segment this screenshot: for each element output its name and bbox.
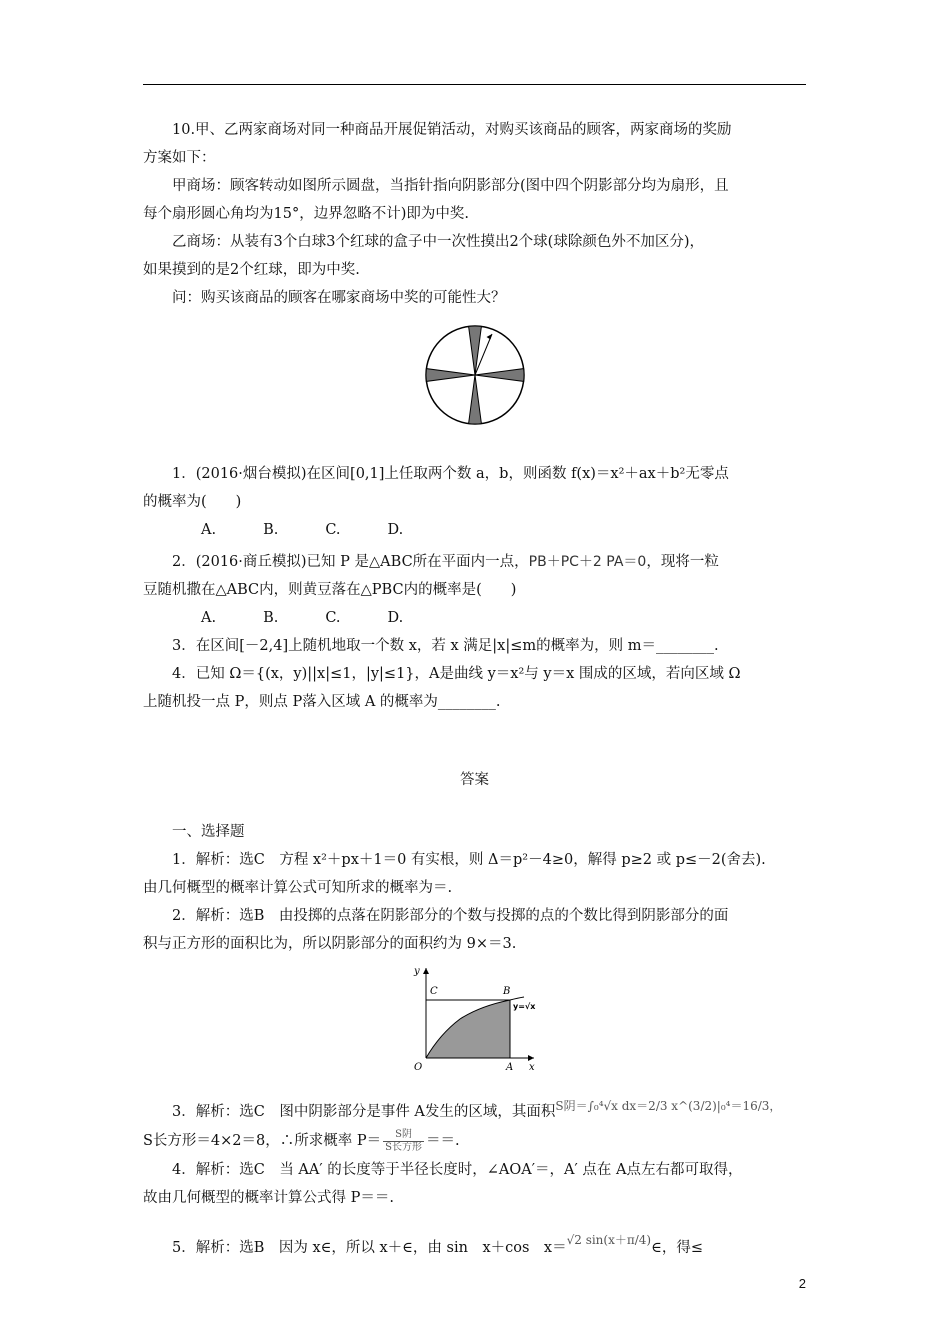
a4-line2: 故由几何概型的概率计算公式得 P＝＝.	[143, 1190, 394, 1206]
q10-line1: 10.甲、乙两家商场对同一种商品开展促销活动，对购买该商品的顾客，两家商场的奖励	[172, 122, 732, 138]
q2-options	[143, 604, 806, 632]
q1-options	[143, 516, 806, 544]
q4-line1: 4．已知 Ω＝{(x，y)||x|≤1，|y|≤1}，A是曲线 y＝x²与 y＝x 围成的区域，若向区域 Ω	[172, 666, 741, 682]
q2-option-c: C.	[325, 610, 341, 626]
q10-line4: 每个扇形圆心角均为15°，边界忽略不计)即为中奖.	[143, 206, 469, 222]
q4-line2: 上随机投一点 P，则点 P落入区域 A 的概率为________.	[143, 694, 501, 710]
a1-line1: 1．解析：选C 方程 x²＋px＋1＝0 有实根，则 Δ＝p²－4≥0，解得 p≥2 或 p≤－2(舍去).	[172, 852, 766, 868]
a5-formula: √2 sin(x＋π/4)	[566, 1233, 652, 1247]
sqrt-curve-graph	[410, 964, 540, 1074]
a5-line1-start: 5．解析：选B 因为 x∈，所以 x＋∈，由 sin x＋cos x＝	[172, 1240, 567, 1256]
q10-line2: 方案如下：	[143, 150, 216, 166]
header-rule	[143, 84, 806, 85]
a5-line1	[143, 1226, 806, 1262]
a3-fraction-denominator: S长方形	[385, 1141, 422, 1153]
q1-option-b: B.	[263, 522, 279, 538]
a2-line2: 积与正方形的面积比为，所以阴影部分的面积约为 9×＝3.	[143, 936, 517, 952]
a4-line1: 4．解析：选C 当 AA′ 的长度等于半径长度时，∠AOA′＝，A′ 点在 A点左右都可取得，	[172, 1162, 743, 1178]
a3-line2	[143, 1126, 806, 1156]
document-body	[143, 116, 806, 1262]
q10-line5: 乙商场：从装有3个白球3个红球的盒子中一次性摸出2个球(球除颜色外不加区分)，	[172, 234, 704, 250]
a1-line2: 由几何概型的概率计算公式可知所求的概率为＝.	[143, 880, 453, 896]
spinner-disc-figure	[420, 320, 530, 430]
q10-line3: 甲商场：顾客转动如图所示圆盘，当指针指向阴影部分(图中四个阴影部分均为扇形，且	[172, 178, 729, 194]
graph-label-y: y	[413, 966, 420, 977]
q2-option-a: A.	[201, 610, 217, 626]
a3-line1	[143, 1092, 806, 1126]
a3-fraction-numerator: S阴	[383, 1129, 424, 1142]
answer-title: 答案	[460, 772, 489, 788]
graph-label-o: O	[413, 1062, 422, 1073]
page-number: 2	[798, 1276, 806, 1291]
q2-line1-start: 2．(2016·商丘模拟)已知 P 是△ABC所在平面内一点，	[172, 554, 529, 570]
q1-option-a: A.	[201, 522, 217, 538]
a3-probability-fraction	[383, 1129, 424, 1154]
graph-label-c: C	[429, 986, 438, 997]
a2-line1: 2．解析：选B 由投掷的点落在阴影部分的个数与投掷的点的个数比得到阴影部分的面	[172, 908, 729, 924]
q1-line1: 1．(2016·烟台模拟)在区间[0,1]上任取两个数 a，b，则函数 f(x)＝x²＋ax＋b²无零点	[172, 466, 729, 482]
q2-option-b: B.	[263, 610, 279, 626]
a3-area-formula: S阴＝∫₀⁴√x dx＝2/3 x^(3/2)|₀⁴＝16/3，	[555, 1099, 782, 1113]
a5-line1-end: ∈，得≤	[651, 1240, 704, 1256]
q1-option-d: D.	[387, 522, 404, 538]
q2-line1	[143, 548, 806, 576]
q10-line7: 问：购买该商品的顾客在哪家商场中奖的可能性大？	[172, 290, 506, 306]
graph-label-b: B	[502, 986, 510, 997]
q1-line2: 的概率为( )	[143, 494, 242, 510]
graph-label-a: A	[505, 1062, 513, 1073]
q2-line1-end: ，现将一粒	[646, 554, 719, 570]
graph-label-curve: y=√x	[512, 1002, 535, 1011]
a3-line2-tail: ＝＝.	[425, 1133, 460, 1149]
q2-vector-expression: PB＋PC＋2 PA＝0	[528, 554, 647, 570]
answers-section: 一、选择题	[172, 824, 245, 840]
q10-line6: 如果摸到的是2个红球，即为中奖.	[143, 262, 360, 278]
q1-option-c: C.	[325, 522, 341, 538]
a3-line2-text: S长方形＝4×2＝8，∴所求概率 P＝	[143, 1133, 382, 1149]
q2-line2: 豆随机撒在△ABC内，则黄豆落在△PBC内的概率是( )	[143, 582, 517, 598]
q3-line1: 3．在区间[－2,4]上随机地取一个数 x，若 x 满足|x|≤m的概率为，则 m＝________.	[172, 638, 719, 654]
q2-option-d: D.	[387, 610, 404, 626]
a3-line1-text: 3．解析：选C 图中阴影部分是事件 A发生的区域，其面积	[172, 1104, 556, 1120]
graph-label-x: x	[528, 1062, 535, 1073]
